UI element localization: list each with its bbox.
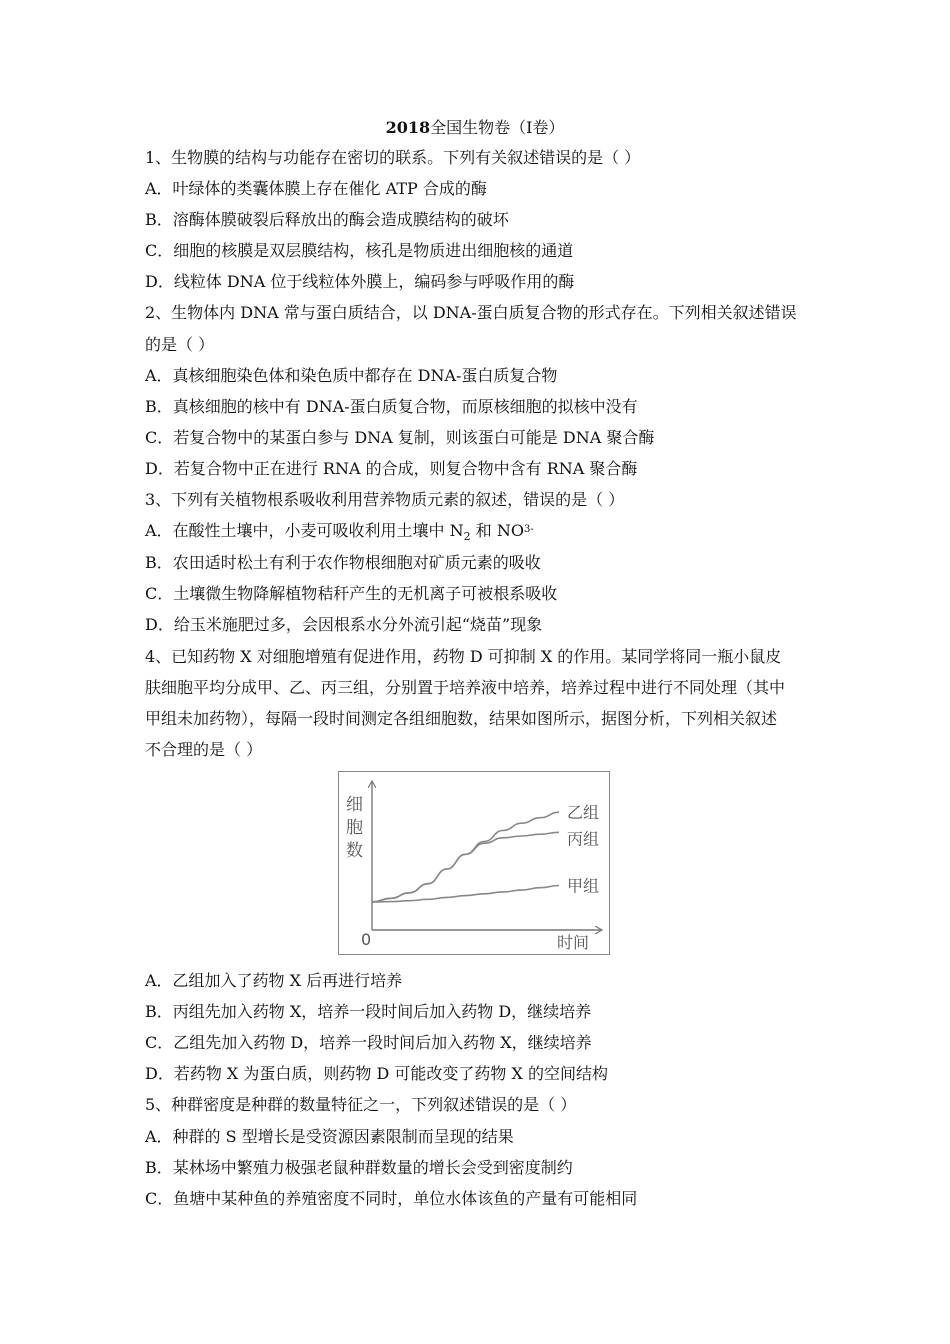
q4-stem-line4: 不合理的是（ ） [145, 740, 263, 759]
q3-option-d: D．给玉米施肥过多，会因根系水分外流引起“烧苗”现象 [145, 615, 543, 634]
q4-stem-line3: 甲组未加药物），每隔一段时间测定各组细胞数，结果如图所示，据图分析，下列相关叙述 [145, 709, 778, 728]
series-label-1: 乙组 [567, 803, 600, 823]
page-title [0, 117, 950, 139]
q2-option-d: D．若复合物中正在进行 RNA 的合成，则复合物中含有 RNA 聚合酶 [145, 459, 638, 478]
q1-option-d: D．线粒体 DNA 位于线粒体外膜上，编码参与呼吸作用的酶 [145, 272, 575, 291]
q4-stem-line2: 肤细胞平均分成甲、乙、丙三组，分别置于培养液中培养，培养过程中进行不同处理（其中 [145, 678, 786, 697]
chart-svg [339, 772, 611, 956]
q3-option-c: C．土壤微生物降解植物秸秆产生的无机离子可被根系吸收 [145, 584, 558, 603]
q3-option-a-text: A．在酸性土壤中，小麦可吸收利用土壤中 N [145, 521, 464, 540]
q5-stem: 5、种群密度是种群的数量特征之一，下列叙述错误的是（ ） [145, 1095, 577, 1114]
q5-option-c: C．鱼塘中某种鱼的养殖密度不同时，单位水体该鱼的产量有可能相同 [145, 1189, 638, 1208]
q1-option-a: A．叶绿体的类囊体膜上存在催化 ATP 合成的酶 [145, 179, 487, 198]
series-line-3 [372, 886, 559, 903]
q2-stem-line2: 的是（ ） [145, 335, 215, 354]
q3-option-a-mid: 和 NO [470, 521, 524, 540]
series-line-2 [372, 832, 559, 902]
q1-option-b: B．溶酶体膜破裂后释放出的酶会造成膜结构的破坏 [145, 210, 509, 229]
title-year: 2018 [385, 118, 431, 137]
q3-option-a-superscript: 3- [523, 524, 534, 535]
q5-option-b: B．某林场中繁殖力极强老鼠种群数量的增长会受到密度制约 [145, 1158, 573, 1177]
series-label-3: 甲组 [567, 876, 600, 896]
y-axis-label [346, 795, 363, 861]
x-axis-label: 时间 [557, 933, 590, 952]
q5-option-a: A．种群的 S 型增长是受资源因素限制而呈现的结果 [145, 1127, 514, 1146]
y-axis-label-char: 胞 [346, 818, 363, 838]
y-axis-label-char: 数 [346, 841, 363, 861]
q2-option-b: B．真核细胞的核中有 DNA-蛋白质复合物，而原核细胞的拟核中没有 [145, 397, 638, 416]
q4-option-b: B．丙组先加入药物 X，培养一段时间后加入药物 D，继续培养 [145, 1002, 592, 1021]
q1-option-c: C．细胞的核膜是双层膜结构，核孔是物质进出细胞核的通道 [145, 241, 574, 260]
q4-option-c: C．乙组先加入药物 D，培养一段时间后加入药物 X，继续培养 [145, 1033, 592, 1052]
series-label-2: 丙组 [567, 829, 600, 849]
q1-stem: 1、生物膜的结构与功能存在密切的联系。下列有关叙述错误的是（ ） [145, 148, 641, 167]
q4-stem-line1: 4、已知药物 X 对细胞增殖有促进作用，药物 D 可抑制 X 的作用。某同学将同一瓶小鼠皮 [145, 647, 782, 666]
series-group [372, 803, 599, 902]
q4-option-d: D．若药物 X 为蛋白质，则药物 D 可能改变了药物 X 的空间结构 [145, 1064, 608, 1083]
q4-option-a: A．乙组加入了药物 X 后再进行培养 [145, 971, 403, 990]
q2-option-c: C．若复合物中的某蛋白参与 DNA 复制，则该蛋白可能是 DNA 聚合酶 [145, 428, 655, 447]
title-text: 全国生物卷（Ⅰ卷） [430, 118, 565, 137]
cell-growth-chart [338, 771, 610, 955]
q2-stem-line1: 2、生物体内 DNA 常与蛋白质结合，以 DNA-蛋白质复合物的形式存在。下列相关叙述错误 [145, 303, 797, 322]
q3-option-a [145, 520, 534, 542]
origin-label: 0 [361, 930, 372, 949]
q3-option-a-subscript: 2 [463, 530, 471, 543]
q2-option-a: A．真核细胞染色体和染色质中都存在 DNA-蛋白质复合物 [145, 366, 558, 385]
y-axis-label-char: 细 [346, 795, 363, 815]
q3-option-b: B．农田适时松土有利于农作物根细胞对矿质元素的吸收 [145, 553, 541, 572]
q3-stem: 3、下列有关植物根系吸收利用营养物质元素的叙述，错误的是（ ） [145, 490, 625, 509]
